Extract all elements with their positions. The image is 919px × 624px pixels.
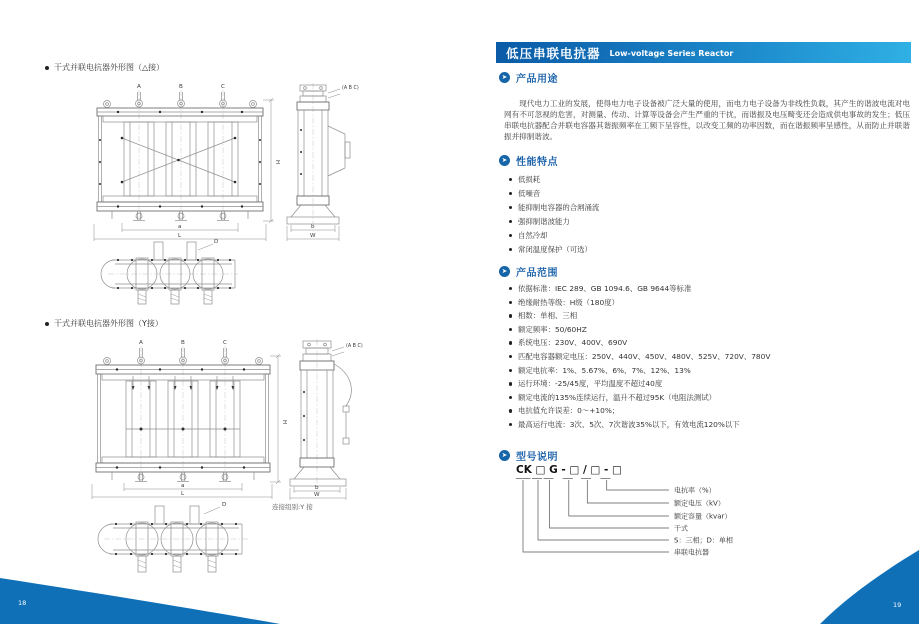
range-item: 最高运行电流：3次、5次、7次谐波35%以下，有效电流120%以下	[509, 421, 770, 429]
dim-label-a: a	[181, 483, 185, 489]
section-arrow-icon: ➤	[499, 450, 510, 461]
footer-curve-left	[0, 569, 300, 624]
usage-paragraph: 现代电力工业的发展，使得电力电子设备被广泛大量的使用，而电力电子设备为非线性负载，其产生的谐波电流对电网有不可忽视的危害，对测量、传动、计算等设备会产生严重的干扰，而谐振及电压畸变还会造成供电事故的发生；低压串联电抗器配合并联电容器其谐振频率在工频下呈容性，以改变工频的功率因数，而在谐振频率呈感性，从而防止并联谐振并抑制谐波。	[504, 98, 910, 141]
delta-top-view-drawing	[106, 234, 241, 306]
page-left	[0, 0, 459, 624]
drawing-caption-y-text: 干式并联电抗器外形图（Y接）	[54, 319, 163, 328]
section-title-model: 型号说明	[516, 452, 558, 463]
model-label: S：三相；D：单相	[674, 536, 733, 545]
feature-item: 自然冷却	[509, 232, 599, 240]
y-top-view-drawing	[102, 496, 252, 580]
dim-label-D: D	[214, 239, 219, 245]
section-arrow-icon: ➤	[499, 72, 510, 83]
dim-label-B: B	[179, 84, 183, 90]
dim-label-A: A	[139, 340, 143, 346]
front-view-delta	[94, 84, 280, 241]
section-arrow-icon: ➤	[499, 266, 510, 277]
range-item: 额定电抗率：1%、5.67%、6%、7%、12%、13%	[509, 367, 770, 375]
drawing-caption-y	[45, 318, 163, 329]
bullet-dot	[45, 66, 49, 70]
dim-label-D: D	[222, 502, 227, 508]
cross-brace	[121, 137, 237, 184]
dim-label-C: C	[223, 340, 227, 346]
dim-label-A: A	[137, 84, 141, 90]
footer-curve-right	[619, 544, 919, 624]
section-arrow-icon: ➤	[499, 155, 510, 166]
banner-title-zh: 低压串联电抗器	[506, 45, 601, 61]
y-outline-drawing	[90, 336, 385, 502]
range-item: 额定频率：50/60HZ	[509, 326, 770, 334]
page-number-right: 19	[893, 601, 902, 609]
bullet-dot	[45, 322, 49, 326]
dim-label-b: b	[311, 224, 315, 230]
side-view-y	[290, 339, 363, 500]
page-right	[459, 0, 919, 624]
dim-label-W: W	[310, 233, 316, 239]
drawing-caption-delta	[45, 62, 164, 73]
page-number-left: 18	[18, 599, 27, 607]
dim-label-B: B	[181, 340, 185, 346]
section-title-usage: 产品用途	[516, 74, 558, 85]
model-label: 额定电压（kV）	[674, 499, 725, 508]
range-item: 系统电压：230V、400V、690V	[509, 339, 770, 347]
range-item: 相数：单相、三相	[509, 312, 770, 320]
dim-label-abc: (A B C)	[346, 344, 363, 349]
range-item: 额定电流的135%连续运行，温升不超过95K（电阻法测试）	[509, 394, 770, 402]
range-item: 绝缘耐热等级：H级（180度）	[509, 299, 770, 307]
dim-label-L: L	[181, 491, 185, 497]
model-code: CK □ G - □ / □ - □	[516, 464, 622, 476]
model-label: 串联电抗器	[674, 548, 709, 557]
dim-label-a: a	[178, 224, 182, 230]
feature-item: 能抑制电容器的合闸涌流	[509, 204, 599, 212]
model-label: 额定容量（kvar）	[674, 512, 732, 521]
feature-item: 低噪音	[509, 190, 599, 198]
range-item: 匹配电容器额定电压：250V、440V、450V、480V、525V、720V、780V	[509, 353, 770, 361]
section-heading-features	[499, 153, 558, 168]
connection-note: 连接组别:Y 接	[272, 503, 313, 511]
model-connectors	[523, 480, 669, 552]
front-view-y	[92, 340, 287, 499]
dim-label-W: W	[314, 492, 320, 498]
section-heading-range	[499, 264, 558, 279]
section-heading-usage	[499, 70, 558, 85]
side-view-delta	[287, 83, 359, 241]
dim-label-C: C	[221, 84, 225, 90]
dim-label-abc: (A B C)	[342, 86, 359, 91]
section-title-range: 产品范围	[516, 268, 558, 279]
feature-item: 常闭温度保护（可选）	[509, 246, 599, 254]
dim-label-H: H	[281, 420, 287, 425]
dim-label-b: b	[315, 485, 319, 491]
model-label: 电抗率（%）	[674, 486, 716, 495]
drawing-caption-delta-text: 干式并联电抗器外形图（△接）	[54, 63, 165, 72]
range-item: 运行环境：-25/45度，平均温度不超过40度	[509, 380, 770, 388]
feature-item: 强抑制谐波能力	[509, 218, 599, 226]
section-title-features: 性能特点	[516, 157, 558, 168]
banner-title-en: Low-voltage Series Reactor	[609, 49, 734, 58]
features-list	[509, 176, 599, 260]
range-item: 电抗值允许误差：0～+10%；	[509, 407, 770, 415]
range-list	[509, 285, 770, 435]
section-banner	[496, 42, 911, 63]
delta-outline-drawing	[92, 80, 377, 242]
model-label: 干式	[674, 524, 688, 533]
dim-label-H: H	[274, 160, 280, 165]
range-item: 依据标准：IEC 289、GB 1094.6、GB 9644等标准	[509, 285, 770, 293]
dim-label-L: L	[178, 233, 182, 239]
side-wiring	[334, 364, 351, 444]
feature-item: 低损耗	[509, 176, 599, 184]
